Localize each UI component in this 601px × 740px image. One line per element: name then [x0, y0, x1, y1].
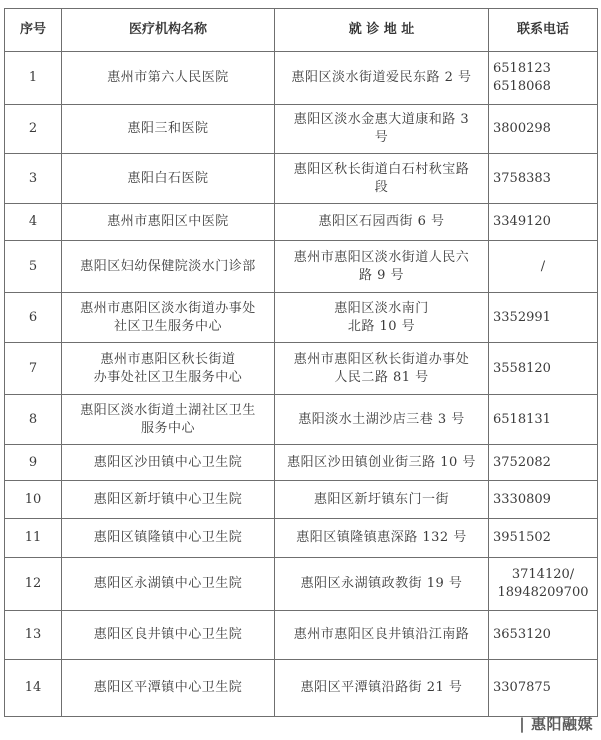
cell-address — [275, 558, 489, 611]
cell-phone-line: 3951502 — [493, 530, 551, 545]
cell-address-line: 惠阳区平潭镇沿路街 21 号 — [300, 680, 463, 695]
clinic-table — [4, 8, 598, 717]
cell-num: 13 — [5, 611, 62, 660]
cell-phone — [489, 241, 598, 293]
table-row — [5, 660, 598, 717]
table-row — [5, 481, 598, 519]
cell-address — [275, 445, 489, 481]
table-row — [5, 395, 598, 445]
cell-institution-name-line: 惠阳区平潭镇中心卫生院 — [93, 680, 243, 695]
cell-institution-name — [62, 293, 275, 343]
header-name: 医疗机构名称 — [62, 9, 275, 52]
cell-address-line: 路 9 号 — [358, 267, 405, 283]
table-row — [5, 293, 598, 343]
cell-address-line: 惠州市惠阳区良井镇沿江南路 — [293, 627, 470, 642]
cell-institution-name — [62, 660, 275, 717]
cell-address-line: 号 — [374, 130, 389, 145]
cell-institution-name — [62, 343, 275, 395]
cell-phone — [489, 445, 598, 481]
table-header-row — [5, 9, 598, 52]
cell-address-line: 惠阳区永湖镇政教街 19 号 — [300, 576, 463, 591]
cell-phone-line: 3752082 — [493, 454, 551, 470]
cell-institution-name-line: 惠阳区镇隆镇中心卫生院 — [93, 530, 243, 545]
cell-address-line: 惠阳区淡水南门 — [334, 300, 429, 316]
cell-institution-name — [62, 241, 275, 293]
cell-num: 12 — [5, 558, 62, 611]
cell-phone-line: 3330809 — [493, 491, 551, 507]
cell-institution-name-line: 办事处社区卫生服务中心 — [93, 369, 243, 385]
cell-institution-name — [62, 519, 275, 558]
cell-phone-line: 3714120/ — [511, 567, 575, 582]
cell-institution-name-line: 惠阳三和医院 — [127, 121, 209, 136]
table-row — [5, 52, 598, 105]
cell-address-line: 惠阳区秋长街道白石村秋宝路 — [293, 161, 470, 177]
cell-phone — [489, 52, 598, 105]
cell-institution-name-line: 惠阳区新圩镇中心卫生院 — [93, 491, 243, 507]
cell-address — [275, 293, 489, 343]
cell-phone — [489, 343, 598, 395]
cell-num: 1 — [5, 52, 62, 105]
cell-phone — [489, 558, 598, 611]
cell-institution-name — [62, 154, 275, 204]
table-row — [5, 154, 598, 204]
cell-phone — [489, 204, 598, 241]
cell-address-line: 惠阳区新圩镇东门一街 — [313, 491, 449, 507]
cell-institution-name — [62, 445, 275, 481]
table-row — [5, 611, 598, 660]
cell-phone-line: 3800298 — [493, 121, 551, 136]
cell-address — [275, 154, 489, 204]
cell-phone-line: 18948209700 — [497, 585, 589, 600]
cell-institution-name — [62, 395, 275, 445]
cell-address-line: 惠阳区镇隆镇惠深路 132 号 — [296, 530, 467, 545]
cell-num: 7 — [5, 343, 62, 395]
table-body — [5, 52, 598, 717]
cell-address — [275, 395, 489, 445]
table-row — [5, 445, 598, 481]
cell-institution-name-line: 社区卫生服务中心 — [113, 318, 222, 334]
cell-institution-name — [62, 204, 275, 241]
cell-address-line: 惠阳淡水土湖沙店三巷 3 号 — [298, 411, 465, 427]
cell-address-line: 北路 10 号 — [347, 318, 416, 334]
header-address: 就 诊 地 址 — [275, 9, 489, 52]
cell-institution-name-line: 惠州市惠阳区淡水街道办事处 — [80, 300, 256, 316]
cell-phone — [489, 293, 598, 343]
cell-institution-name-line: 惠州市惠阳区秋长街道 — [100, 351, 236, 367]
cell-institution-name-line: 惠阳区永湖镇中心卫生院 — [93, 576, 243, 591]
cell-institution-name — [62, 611, 275, 660]
cell-phone — [489, 481, 598, 519]
cell-phone — [489, 395, 598, 445]
cell-phone-line: 3653120 — [493, 627, 551, 642]
cell-institution-name-line: 惠阳区妇幼保健院淡水门诊部 — [80, 258, 256, 274]
cell-address-line: 惠州市惠阳区淡水街道人民六 — [293, 249, 470, 265]
cell-institution-name-line: 惠阳区沙田镇中心卫生院 — [93, 454, 243, 470]
cell-address — [275, 241, 489, 293]
cell-phone — [489, 611, 598, 660]
cell-address — [275, 343, 489, 395]
cell-phone-line: 6518068 — [493, 79, 551, 94]
cell-num: 6 — [5, 293, 62, 343]
header-phone: 联系电话 — [489, 9, 598, 52]
cell-institution-name — [62, 481, 275, 519]
cell-address-line: 惠阳区沙田镇创业街三路 10 号 — [287, 454, 476, 470]
cell-num: 11 — [5, 519, 62, 558]
cell-institution-name — [62, 52, 275, 105]
cell-phone — [489, 660, 598, 717]
cell-address-line: 惠州市惠阳区秋长街道办事处 — [293, 351, 470, 367]
table-row — [5, 241, 598, 293]
cell-phone — [489, 154, 598, 204]
cell-phone-line: 3352991 — [493, 309, 551, 325]
cell-phone — [489, 519, 598, 558]
cell-address — [275, 204, 489, 241]
cell-phone-line: 6518131 — [493, 411, 551, 427]
table-row — [5, 558, 598, 611]
table-row — [5, 204, 598, 241]
cell-num: 9 — [5, 445, 62, 481]
cell-num: 2 — [5, 105, 62, 154]
cell-num: 4 — [5, 204, 62, 241]
cell-institution-name — [62, 558, 275, 611]
cell-address-line: 段 — [374, 179, 389, 195]
cell-num: 3 — [5, 154, 62, 204]
table-row — [5, 105, 598, 154]
cell-address — [275, 611, 489, 660]
cell-address — [275, 105, 489, 154]
cell-institution-name-line: 惠阳区良井镇中心卫生院 — [93, 627, 243, 642]
cell-phone — [489, 105, 598, 154]
cell-num: 5 — [5, 241, 62, 293]
cell-address-line: 惠阳区淡水街道爱民东路 2 号 — [291, 70, 472, 85]
cell-address — [275, 52, 489, 105]
cell-num: 14 — [5, 660, 62, 717]
cell-num: 8 — [5, 395, 62, 445]
cell-institution-name-line: 惠州市第六人民医院 — [107, 70, 229, 85]
table-row — [5, 343, 598, 395]
cell-address — [275, 481, 489, 519]
watermark-logo-text: | 惠阳融媒 — [519, 715, 593, 733]
cell-institution-name-line: 惠州市惠阳区中医院 — [107, 214, 229, 229]
cell-phone-line: / — [540, 258, 546, 274]
cell-institution-name — [62, 105, 275, 154]
cell-institution-name-line: 服务中心 — [140, 420, 195, 436]
cell-address-line: 人民二路 81 号 — [334, 369, 429, 385]
cell-address — [275, 519, 489, 558]
cell-institution-name-line: 惠阳白石医院 — [127, 170, 209, 186]
cell-phone-line: 6518123 — [493, 61, 551, 76]
header-num: 序号 — [5, 9, 62, 52]
cell-phone-line: 3758383 — [493, 170, 551, 186]
table-row — [5, 519, 598, 558]
cell-institution-name-line: 惠阳区淡水街道土湖社区卫生 — [80, 402, 256, 418]
cell-phone-line: 3349120 — [493, 214, 551, 229]
cell-address — [275, 660, 489, 717]
cell-address-line: 惠阳区淡水金惠大道康和路 3 — [293, 112, 470, 127]
cell-num: 10 — [5, 481, 62, 519]
cell-phone-line: 3558120 — [493, 360, 551, 376]
cell-phone-line: 3307875 — [493, 680, 551, 695]
cell-address-line: 惠阳区石园西街 6 号 — [318, 214, 445, 229]
